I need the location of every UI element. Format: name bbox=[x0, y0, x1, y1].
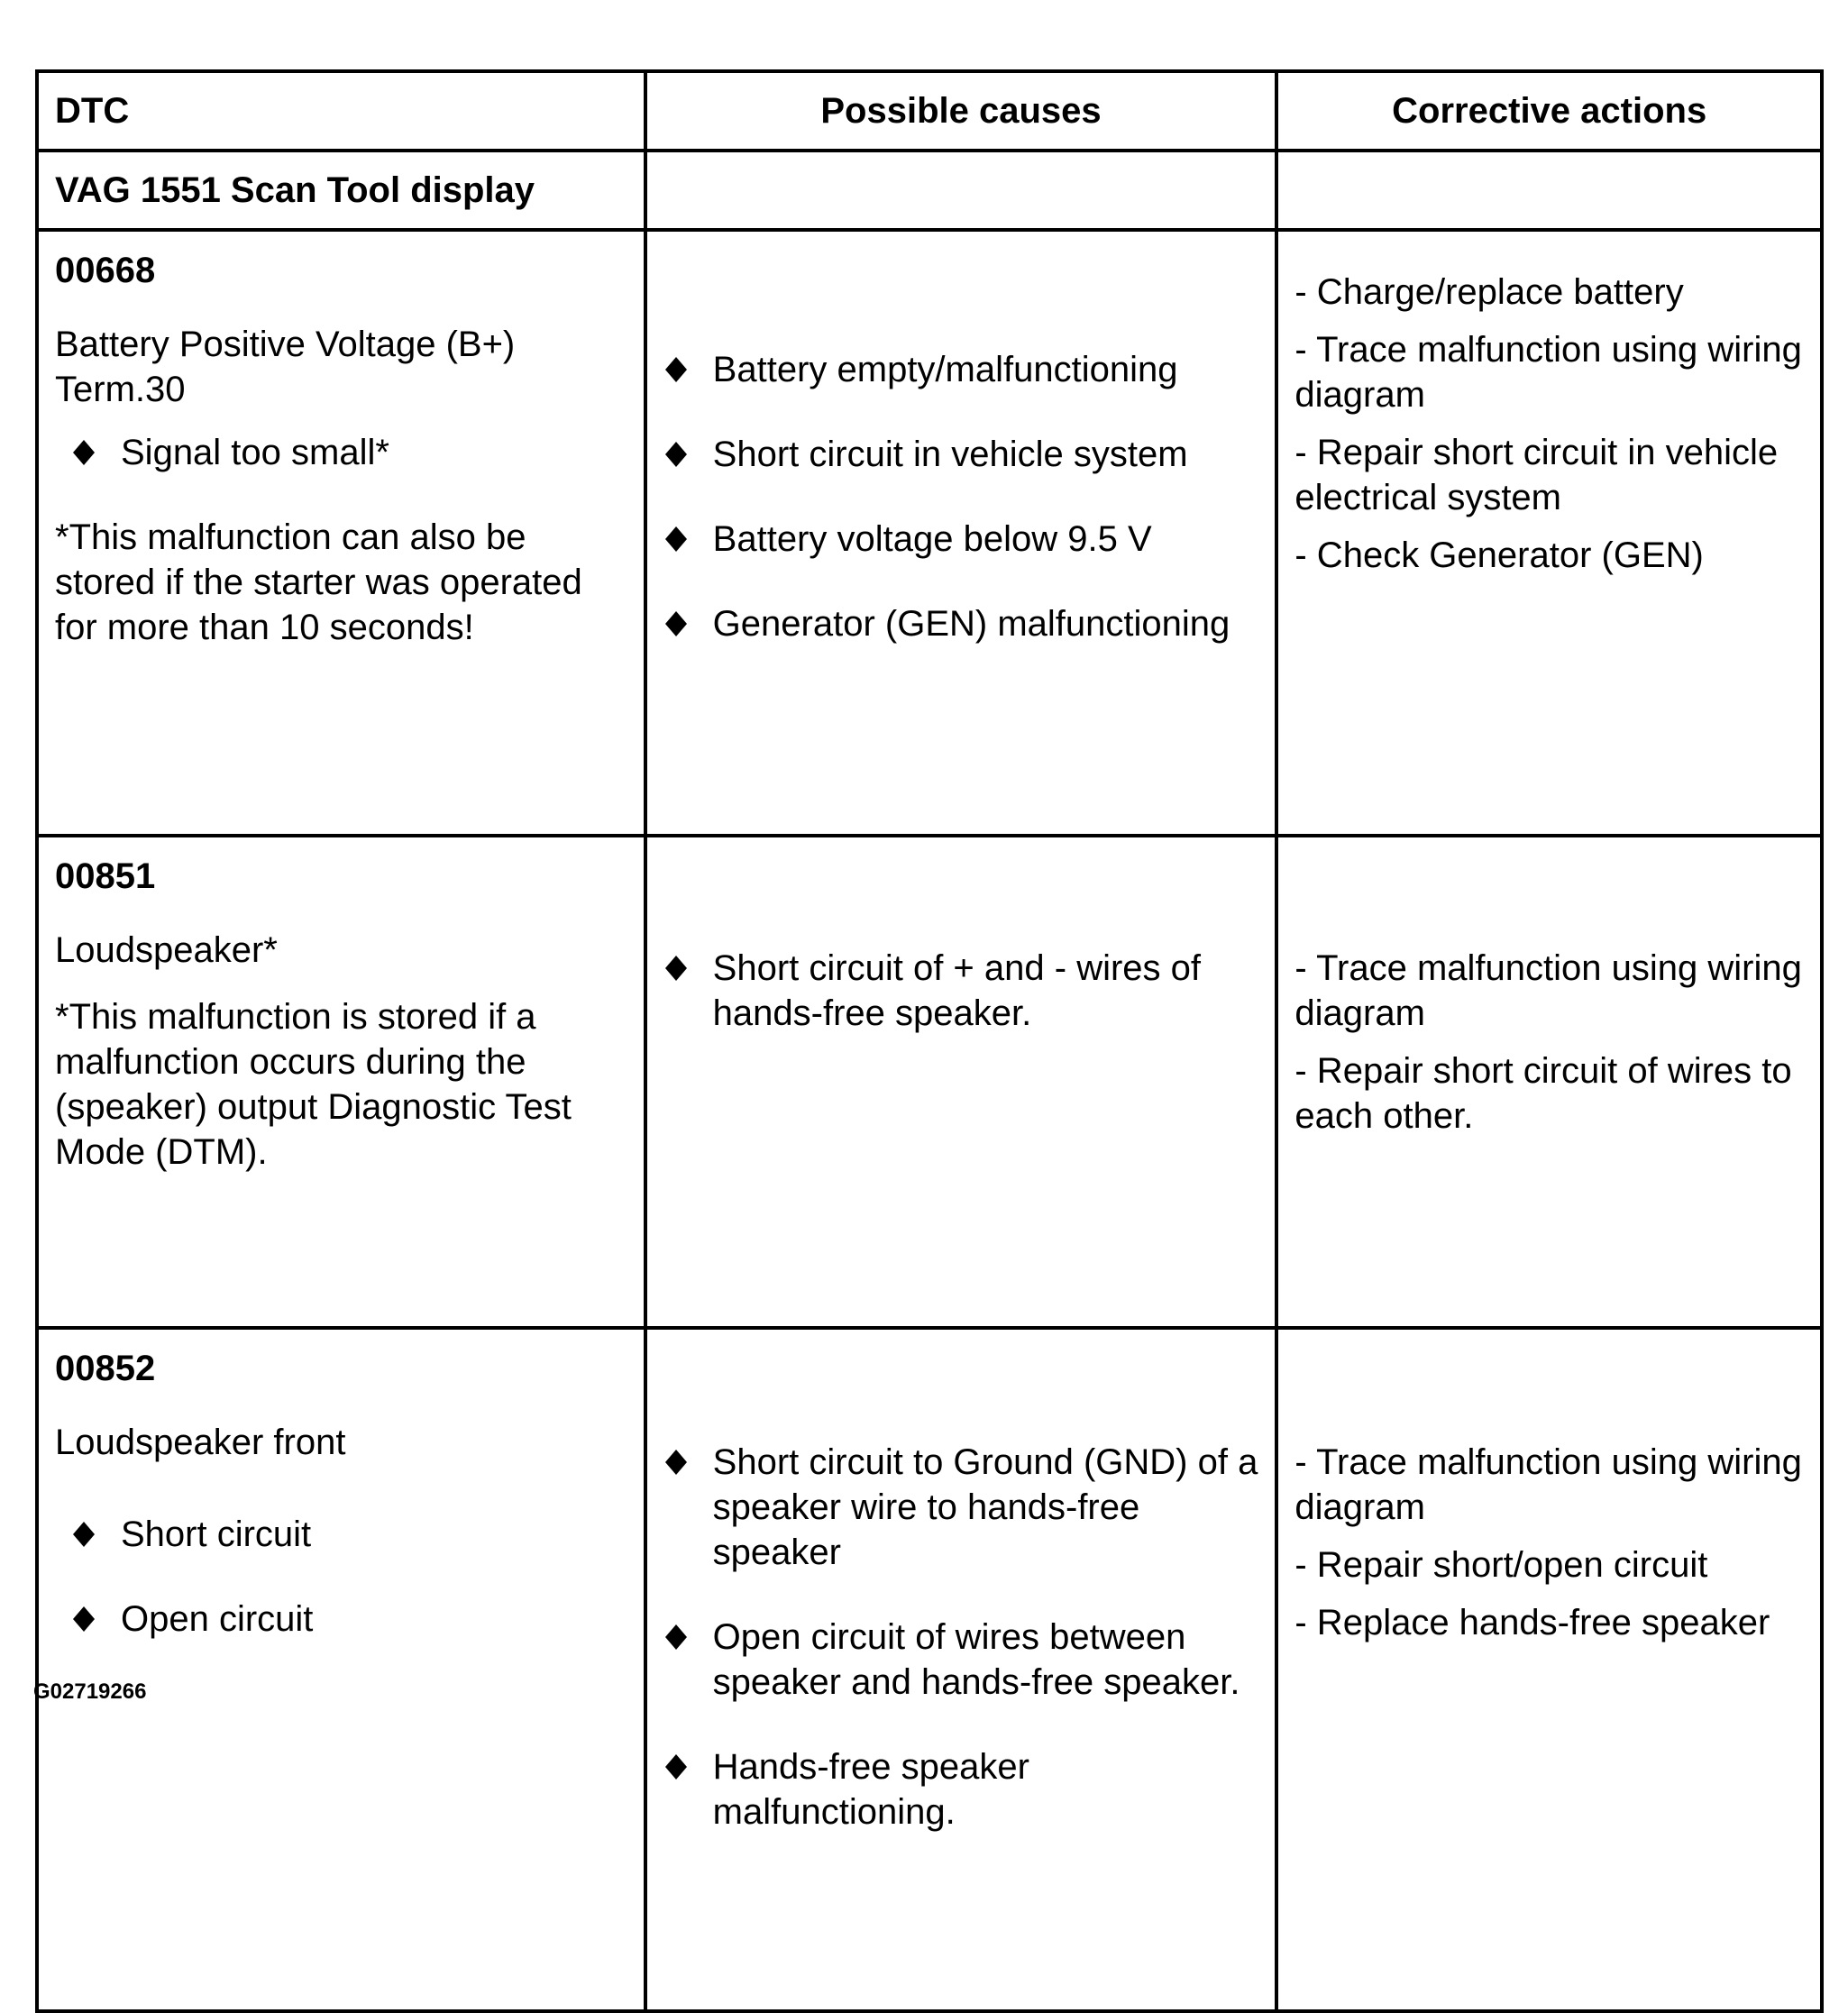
cause-text: Hands-free speaker malfunctioning. bbox=[712, 1747, 1029, 1832]
action-text: - Check Generator (GEN) bbox=[1295, 535, 1704, 575]
dtc-table bbox=[35, 69, 1824, 2013]
cause-text: Short circuit in vehicle system bbox=[712, 435, 1188, 474]
dtc-cell bbox=[37, 836, 645, 1328]
cause-text: Short circuit to Ground (GND) of a speaker wire to hands-free speaker bbox=[712, 1442, 1258, 1572]
diamond-bullet-icon bbox=[71, 1522, 96, 1547]
diamond-bullet-icon bbox=[663, 442, 689, 467]
header-empty-cell bbox=[645, 151, 1277, 230]
cause-text: Short circuit of + and - wires of hands-free speaker. bbox=[712, 948, 1201, 1033]
list-item bbox=[663, 946, 1259, 1036]
dtc-code: 00851 bbox=[55, 856, 156, 896]
diamond-bullet-icon bbox=[663, 1624, 689, 1650]
header-scan-tool-display: VAG 1551 Scan Tool display bbox=[37, 151, 645, 230]
header-row-2 bbox=[37, 151, 1822, 230]
list-item bbox=[663, 1744, 1259, 1835]
action-text: - Repair short circuit in vehicle electrical system bbox=[1295, 433, 1779, 517]
cause-text: Battery voltage below 9.5 V bbox=[712, 519, 1152, 559]
header-possible-causes: Possible causes bbox=[645, 71, 1277, 151]
causes-list bbox=[663, 1440, 1259, 1835]
dtc-condition-list bbox=[71, 1512, 627, 1642]
action-text: - Repair short/open circuit bbox=[1295, 1545, 1708, 1585]
table-row bbox=[37, 1328, 1822, 2011]
actions-cell bbox=[1276, 836, 1822, 1328]
list-item bbox=[71, 1512, 627, 1557]
action-text: - Repair short circuit of wires to each other. bbox=[1295, 1051, 1792, 1136]
list-item bbox=[663, 1440, 1259, 1575]
diamond-bullet-icon bbox=[663, 1754, 689, 1780]
header-corrective-actions: Corrective actions bbox=[1276, 71, 1822, 151]
actions-cell bbox=[1276, 230, 1822, 836]
diamond-bullet-icon bbox=[663, 1450, 689, 1475]
action-text: - Trace malfunction using wiring diagram bbox=[1295, 1442, 1802, 1527]
dtc-condition-list bbox=[71, 430, 627, 475]
causes-cell bbox=[645, 1328, 1277, 2011]
dtc-code: 00852 bbox=[55, 1349, 156, 1388]
cause-text: Generator (GEN) malfunctioning bbox=[712, 604, 1230, 644]
dtc-cell bbox=[37, 230, 645, 836]
cause-text: Open circuit of wires between speaker and hands-free speaker. bbox=[712, 1617, 1240, 1702]
diamond-bullet-icon bbox=[71, 440, 96, 465]
dtc-note: *This malfunction can also be stored if the starter was operated for more than 10 seconds! bbox=[55, 517, 582, 647]
action-text: - Charge/replace battery bbox=[1295, 272, 1684, 312]
list-item bbox=[663, 1615, 1259, 1705]
header-row bbox=[37, 71, 1822, 151]
list-item bbox=[663, 601, 1259, 646]
dtc-condition-text: Signal too small* bbox=[121, 433, 389, 472]
diamond-bullet-icon bbox=[663, 611, 689, 636]
action-text: - Trace malfunction using wiring diagram bbox=[1295, 948, 1802, 1033]
causes-cell bbox=[645, 836, 1277, 1328]
diamond-bullet-icon bbox=[663, 357, 689, 382]
dtc-code: 00668 bbox=[55, 251, 156, 290]
actions-cell bbox=[1276, 1328, 1822, 2011]
dtc-name: Loudspeaker front bbox=[55, 1423, 346, 1462]
table-row bbox=[37, 230, 1822, 836]
dtc-condition-text: Open circuit bbox=[121, 1599, 314, 1639]
dtc-name: Loudspeaker* bbox=[55, 930, 278, 970]
list-item bbox=[71, 1597, 627, 1642]
header-empty-cell bbox=[1276, 151, 1822, 230]
causes-list bbox=[663, 347, 1259, 646]
diamond-bullet-icon bbox=[71, 1606, 96, 1632]
list-item bbox=[663, 347, 1259, 392]
causes-cell bbox=[645, 230, 1277, 836]
dtc-name-line: Battery Positive Voltage (B+) bbox=[55, 325, 516, 364]
list-item bbox=[663, 432, 1259, 477]
table-row bbox=[37, 836, 1822, 1328]
diamond-bullet-icon bbox=[663, 526, 689, 552]
action-text: - Replace hands-free speaker bbox=[1295, 1603, 1770, 1642]
dtc-name-line: Term.30 bbox=[55, 370, 186, 409]
action-text: - Trace malfunction using wiring diagram bbox=[1295, 330, 1802, 415]
figure-id: G02719266 bbox=[33, 1679, 147, 1704]
diamond-bullet-icon bbox=[663, 956, 689, 981]
causes-list bbox=[663, 946, 1259, 1036]
dtc-condition-text: Short circuit bbox=[121, 1514, 312, 1554]
dtc-cell bbox=[37, 1328, 645, 2011]
cause-text: Battery empty/malfunctioning bbox=[712, 350, 1178, 389]
header-dtc: DTC bbox=[37, 71, 645, 151]
dtc-note: *This malfunction is stored if a malfunction occurs during the (speaker) output Diagnostic Test Mode (DTM). bbox=[55, 997, 572, 1172]
dtc-name bbox=[55, 322, 627, 412]
list-item bbox=[71, 430, 627, 475]
list-item bbox=[663, 517, 1259, 562]
